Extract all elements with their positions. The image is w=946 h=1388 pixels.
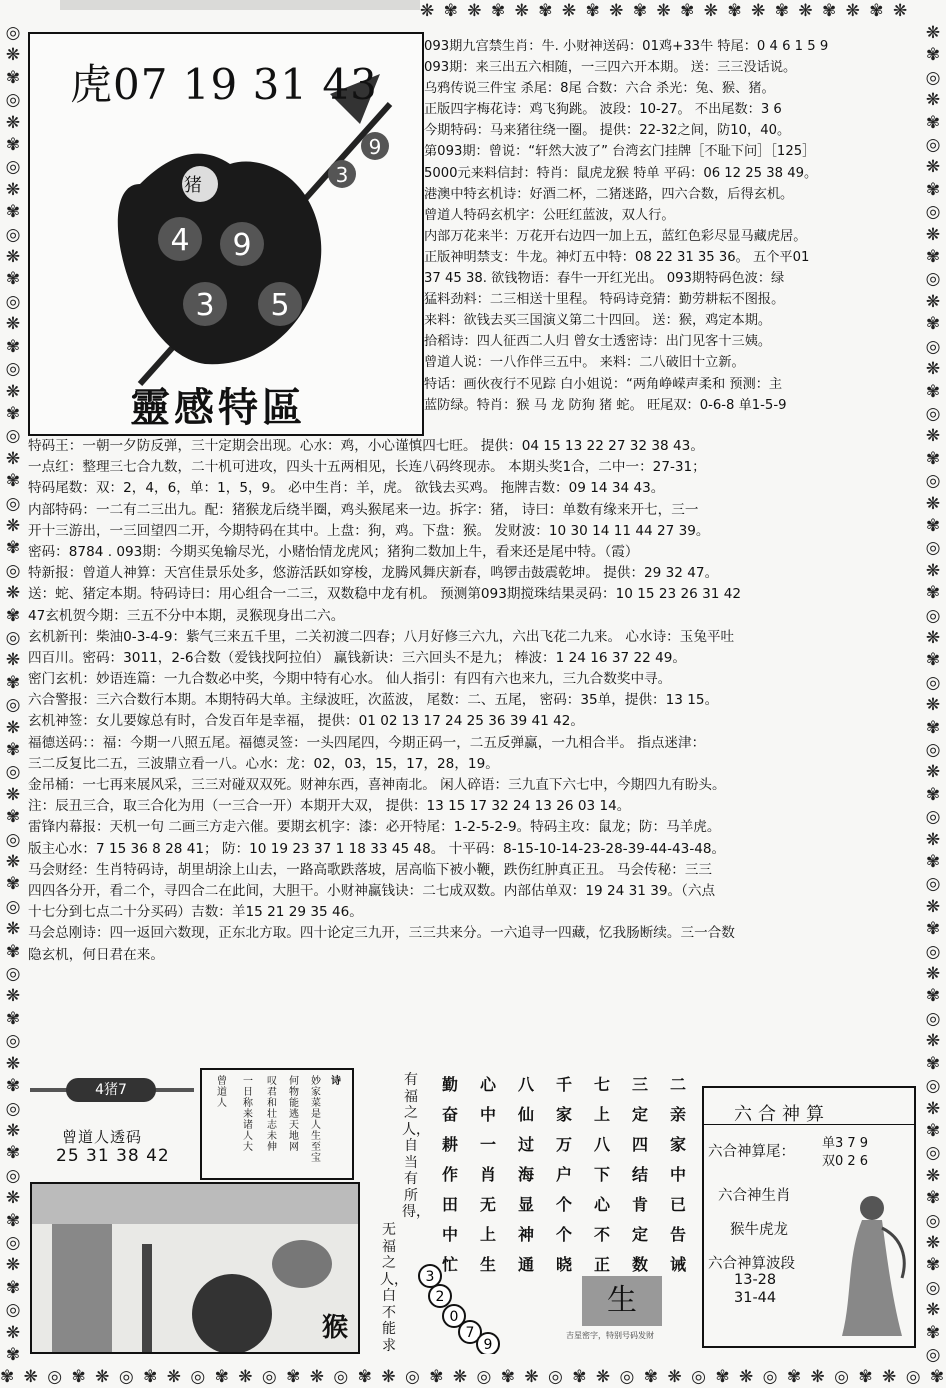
- poem-col: 妙家菜是人生至宝: [311, 1076, 321, 1164]
- right-line: 37 45 38. 欲钱物语：春牛一开红光出。 093期特码色波：绿: [424, 271, 785, 287]
- number-balls: [416, 1264, 506, 1354]
- text-line: 47玄机贺今期：三五不分中本期，灵猴现身出二六。: [28, 607, 345, 624]
- right-border: ❋ ✾ ◎ ❋ ✾ ◎ ❋ ✾ ◎ ❋ ✾ ◎ ❋ ✾ ◎ ❋ ✾ ◎ ❋ ✾ ◎ ❋ ✾ ◎ ❋ ✾ ◎ ❋ ✾ ◎ ❋ ✾ ◎ ❋ ✾ ◎ ❋ ✾ ◎ ❋ ✾ ◎ ❋ ✾ ◎ ❋ ✾ ◎ ❋ ✾ ◎ ❋ ✾ ◎ ❋ ✾ ◎ ❋ ✾ ◎: [925, 23, 941, 1365]
- lhs-title: 六合神算: [734, 1104, 830, 1125]
- ball-digit: 2: [435, 1289, 445, 1305]
- lhs-zodiac: 猴牛虎龙: [730, 1222, 788, 1238]
- right-line: 093期九宫禁生肖：牛. 小财神送码：01鸡+33牛 特尾：0 4 6 1 5 9: [424, 39, 829, 54]
- grid-col: 三定四结肯定数: [631, 1075, 648, 1274]
- right-line: 猛料劲料：二三相送十里程。 特码诗竞猜：勤劳耕耘不图报。: [424, 292, 785, 308]
- scene-post: [142, 1244, 152, 1352]
- right-line: 拾稻诗：四人征西二人归 曾女士透密诗：出门见客十三姨。: [424, 334, 772, 350]
- scene-picture: [30, 1182, 360, 1354]
- text-line: 一点红：整理三七合九数，二十机可进攻，四头十五两相见，长连八码终现赤。 本期头奖1合，二中一：27-31；: [28, 459, 706, 476]
- sheng-caption: 吉星密字，特别号码发财: [566, 1331, 654, 1340]
- hero-box: [28, 32, 424, 436]
- left-border: ◎ ❋ ✾ ◎ ❋ ✾ ◎ ❋ ✾ ◎ ❋ ✾ ◎ ❋ ✾ ◎ ❋ ✾ ◎ ❋ ✾ ◎ ❋ ✾ ◎ ❋ ✾ ◎ ❋ ✾ ◎ ❋ ✾ ◎ ❋ ✾ ◎ ❋ ✾ ◎ ❋ ✾ ◎ ❋ ✾ ◎ ❋ ✾ ◎ ❋ ✾ ◎ ❋ ✾ ◎ ❋ ✾ ◎ ❋ ✾: [5, 23, 21, 1365]
- small-poem-box: [200, 1068, 354, 1180]
- right-line: 正版神明禁支：牛龙。神灯五中特：08 22 31 35 36。 五个平01: [424, 249, 810, 265]
- grid-col: 七上八下心不正: [593, 1075, 610, 1274]
- text-line: 注：辰丑三合，取三合化为用（一三合一开）本期开大双， 提供：13 15 17 32 24 13 26 03 14。: [28, 798, 631, 815]
- poem-col: 叹君和壮志未伸: [267, 1076, 277, 1153]
- grid-poem: [440, 1070, 696, 1275]
- ball-digit: 0: [449, 1309, 459, 1325]
- hero-title: 靈感特區: [130, 384, 306, 431]
- text-line: 雷锋内幕报：天机一句 二画三方走六催。要期玄机字：漆：必开特尾：1-2-5-2-9。特码主攻：鼠龙；防：马羊虎。: [28, 819, 721, 836]
- text-line: 玄机神签：女儿要嫁总有时，合发百年是幸福， 提供：01 02 13 17 24 25 36 39 41 42。: [28, 713, 585, 730]
- right-line: 乌鸦传说三件宝 杀尾：8尾 合数：六合 杀光：兔、猴、猪。: [424, 81, 775, 97]
- hero-numbers: 虎07 19 31 43: [70, 60, 378, 109]
- ball-digit: 3: [425, 1269, 435, 1285]
- text-line: 马会财经：生肖特码诗，胡里胡涂上山去，一路高歌跌落坡，居高临下被小鞭，跌伤红肿真正丑。 马会传秘：三三: [28, 861, 713, 878]
- poem-col: 诗: [331, 1076, 341, 1087]
- text-line: 开十三游出，一三回望四二开，今期特码在其中。上盘：狗，鸡。下盘：猴。 发财波：10 30 14 11 44 27 39。: [28, 522, 710, 539]
- scene-art: [32, 1184, 358, 1352]
- picture-label: 猴: [321, 1313, 348, 1343]
- text-line: 版主心水：7 15 36 8 28 41； 防：10 19 23 37 1 18 33 45 48。 十平码：8-15-10-14-23-28-39-44-43-48。: [28, 840, 726, 857]
- top-border: ❋ ✾ ❋ ✾ ❋ ✾ ❋ ✾ ❋ ✾ ❋ ✾ ❋ ✾ ❋ ✾ ❋ ✾ ❋ ✾ ❋: [0, 0, 946, 22]
- scene-pillar: [52, 1224, 112, 1352]
- vertical-saying-1: 有福之人，自当有所得，: [402, 1072, 430, 1220]
- text-line: 十七分到七点二十分买码）吉数：羊15 21 29 35 46。: [28, 904, 363, 921]
- zdr-title: 曾道人透码: [62, 1128, 143, 1146]
- lhs-wave-2: 31-44: [734, 1290, 777, 1306]
- text-line: 金吊桶：一七再来展风采，三三对碰双双死。财神东西，喜神南北。 闲人碎语：三九直下六七中，今期四九有盼头。: [28, 777, 726, 793]
- badge-wing-left: [30, 1088, 70, 1092]
- grid-col: 心中一肖无上生: [479, 1075, 496, 1274]
- right-line: 正版四字梅花诗：鸡飞狗跳。 波段：10-27。 不出尾数：3 6: [424, 102, 782, 118]
- poem-col: 一日称来诸人大: [243, 1076, 253, 1153]
- fruit-digit-2: 9: [232, 228, 252, 263]
- text-line: 三二反复比二五，三波鼎立看一八。心水：龙：02，03，15，17，28，19。: [28, 755, 499, 772]
- grid-col: 勤奋耕作田中忙: [441, 1075, 458, 1274]
- right-line: 5000元来料信封：特肖：鼠虎龙猴 特单 平码：06 12 25 38 49。: [424, 165, 818, 181]
- goddess-figure: [842, 1188, 912, 1338]
- text-line: 密码：8784 . 093期：今期买兔输尽光，小赌怡情龙虎风；猪狗二数加上牛，看来还是尾中特。（霞）: [28, 543, 639, 560]
- fruit-body: [118, 154, 321, 365]
- lhs-tail-single: 单3 7 9: [822, 1136, 869, 1151]
- right-line: 内部万花来半：万花开右边四一加上五，蓝红色彩尽显马藏虎居。: [424, 228, 807, 244]
- text-line: 特新报：曾道人神算：天宫佳景乐处多，悠游活跃如穿梭，龙腾风舞庆新春，鸣锣击鼓震乾坤。 提供：29 32 47。: [28, 565, 719, 582]
- right-line: 来料：欲钱去买三国演义第二十四回。 送：猴，鸡定本期。: [424, 313, 772, 329]
- sheng-box: 生: [582, 1276, 662, 1326]
- fruit-digit-1: 4: [170, 223, 190, 258]
- poem-col: 何物能逃天地网: [289, 1076, 299, 1153]
- right-line: 曾道人说：一八作伴三五中。 来料：二八破旧十立新。: [424, 355, 745, 371]
- badge-wing-right: [154, 1088, 194, 1092]
- text-line: 六合警报：三六合数行本期。本期特码大单。主绿波旺，次蓝波， 尾数：二、五尾， 密码：35单，提供：13 15。: [28, 692, 719, 709]
- grid-col: 二亲家中已告诫: [669, 1075, 686, 1274]
- lhs-divider: [704, 1124, 914, 1125]
- zdr-numbers: 25 31 38 42: [56, 1146, 170, 1166]
- ball-digit: 7: [465, 1325, 475, 1341]
- right-line: 今期特码：马来猪往绕一圈。 提供：22-32之间，防10，40。: [424, 123, 791, 139]
- right-text-block: [424, 36, 924, 416]
- top-strip: [60, 0, 420, 10]
- fruit-digit-4: 5: [270, 288, 290, 323]
- arrow-digit-1: 3: [335, 163, 349, 187]
- lhs-wave-label: 六合神算波段: [708, 1256, 795, 1272]
- vertical-saying-2: 无福之人，白不能求: [380, 1222, 408, 1354]
- text-line: 玄机新刊：柴油0-3-4-9：紫气三来五千里，二关初渡二四春；八月好修三六九，六出飞花二九来。 心水诗：玉兔平吐: [28, 628, 735, 645]
- text-line: 密门玄机：妙语连篇：一九合数必中奖，今期中特有心水。 仙人指引：有四有六也来九，三九合数奖中寻。: [28, 671, 672, 688]
- text-line: 内部特码：一二有二三出九。配：猪猴龙后绕半圈，鸡头猴尾来一边。拆字：猪， 诗曰：单数有缘来开七，三一: [28, 501, 699, 518]
- right-line: 093期：来三出五六相随，一三四六开本期。 送：三三没话说。: [424, 60, 797, 76]
- arrow-digit-2: 9: [368, 135, 382, 159]
- text-line: 马会总刚诗：四一返回六数现，正东北方取。四十论定三九开，三三共来分。一六追寻一四藏，忆我肠断续。三一合数: [28, 925, 735, 942]
- fruit-digit-3: 3: [195, 288, 215, 323]
- full-text-block: [28, 436, 920, 966]
- text-line: 特码尾数：双：2，4，6，单：1，5，9。 必中生肖：羊，虎。 欲钱去买鸡。 拖牌吉数：09 14 34 43。: [28, 480, 665, 497]
- ball-digit: 9: [483, 1337, 493, 1353]
- scene-figure: [192, 1274, 272, 1352]
- text-line: 送：蛇、猪定本期。特码诗曰：用心组合一二三，双数稳中龙有机。 预测第093期搅珠结果灵码：10 15 23 26 31 42: [28, 586, 741, 603]
- lhs-tail-label: 六合神算尾：: [708, 1144, 795, 1160]
- lhs-zodiac-label: 六合神生肖: [718, 1188, 791, 1204]
- poem-col: 曾道人: [217, 1076, 227, 1109]
- bottom-border: ✾ ❋ ◎ ✾ ❋ ◎ ✾ ❋ ◎ ✾ ❋ ◎ ✾ ❋ ◎ ✾ ❋ ◎ ✾ ❋ ◎ ✾ ❋ ◎ ✾ ❋ ◎ ✾ ❋ ◎ ✾ ❋ ◎ ✾ ❋ ◎ ✾ ❋ ◎ ✾: [0, 1367, 946, 1387]
- right-line: 特话：画伙夜行不见踪 白小姐说：“两角峥嵘声柔和 预测：主: [424, 376, 783, 392]
- lhs-tail-double: 双0 2 6: [822, 1154, 869, 1169]
- grid-col: 八仙过海显神通: [517, 1075, 534, 1274]
- scene-roof: [32, 1184, 358, 1224]
- lhs-wave-1: 13-28: [734, 1272, 777, 1288]
- right-line: 蓝防绿。特肖：猴 马 龙 防狗 猪 蛇。 旺尾双：0-6-8 单1-5-9: [424, 397, 787, 413]
- fruit-label: 猪: [184, 175, 202, 196]
- lhs-box: [702, 1086, 916, 1348]
- text-line: 隐玄机，何日君在来。: [28, 946, 164, 963]
- zdr-badge: 4猪7: [66, 1078, 156, 1102]
- right-line: 曾道人特码玄机字：公旺红蓝波，双人行。: [424, 207, 675, 223]
- text-line: 四百川。密码：3011，2-6合数（爱钱找阿拉伯） 赢钱新诀：三六回头不是九； 棒波：1 24 16 37 22 49。: [28, 649, 686, 666]
- grid-col: 千家万户个个晓: [555, 1075, 572, 1274]
- text-line: 福德送码：：福：今期一八照五尾。福德灵签：一头四尾四，今期正码一，二五反弹赢，一九相合半。 指点迷津：: [28, 734, 706, 751]
- right-line: 第093期：曾说：“轩然大波了” 台湾玄门挂牌［不耻下问］［125］: [424, 144, 816, 160]
- right-line: 港澳中特玄机诗：好酒二杯，二猪迷路，四六合数，后得玄机。: [424, 186, 794, 202]
- text-line: 四四各分开，看二个，寻四合二在此间，大胆干。小财神赢钱诀：二七成双数。内部估单双：19 24 31 39。（六点: [28, 882, 716, 899]
- scene-tree: [272, 1240, 332, 1288]
- zdr-box: [30, 1066, 195, 1176]
- text-line: 特码王：一朝一夕防反弹，三十定期会出现。心水：鸡，小心谨慎四七旺。 提供：04 15 13 22 27 32 38 43。: [28, 438, 704, 454]
